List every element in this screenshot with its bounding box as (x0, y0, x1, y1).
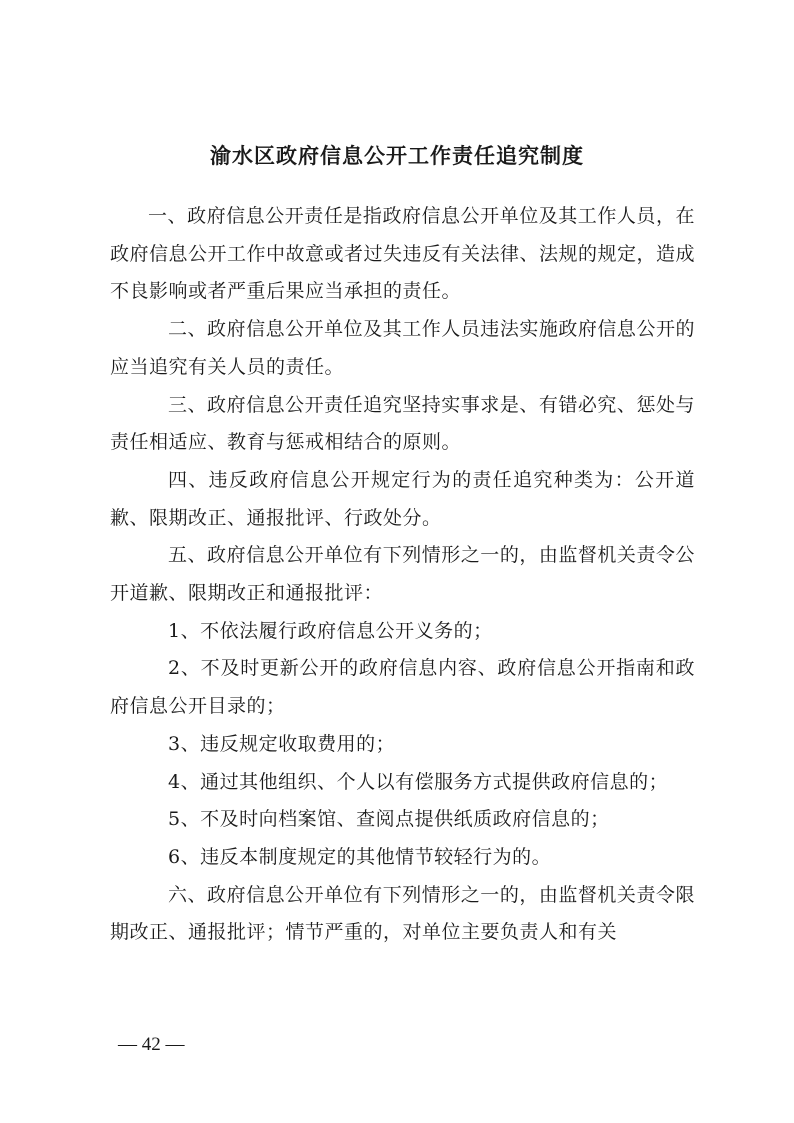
paragraph-1: 一、政府信息公开责任是指政府信息公开单位及其工作人员，在政府信息公开工作中故意或者过失违反有关法律、法规的规定，造成不良影响或者严重后果应当承担的责任。 (110, 205, 696, 303)
paragraph-4: 四、违反政府信息公开规定行为的责任追究种类为：公开道歉、限期改正、通报批评、行政处分。 (110, 468, 695, 529)
paragraph-6: 六、政府信息公开单位有下列情形之一的，由监督机关责令限期改正、通报批评；情节严重的，对单位主要负责人和有关 (110, 883, 695, 944)
list-item-5: 5、不及时向档案馆、查阅点提供纸质政府信息的； (168, 808, 610, 831)
list-item-4: 4、通过其他组织、个人以有偿服务方式提供政府信息的； (168, 770, 669, 793)
page-number: — 42 — (118, 1034, 185, 1055)
document-body (110, 198, 695, 952)
document-title: 渝水区政府信息公开工作责任追究制度 (210, 144, 584, 168)
list-item-3: 3、违反规定收取费用的； (168, 732, 396, 755)
list-item-6: 6、违反本制度规定的其他情节较轻行为的。 (168, 845, 552, 868)
list-item-1: 1、不依法履行政府信息公开义务的； (168, 619, 493, 642)
paragraph-2: 二、政府信息公开单位及其工作人员违法实施政府信息公开的应当追究有关人员的责任。 (110, 318, 695, 378)
list-item-2: 2、不及时更新公开的政府信息内容、政府信息公开指南和政府信息公开目录的； (110, 657, 695, 718)
paragraph-5: 五、政府信息公开单位有下列情形之一的，由监督机关责令公开道歉、限期改正和通报批评： (110, 544, 695, 605)
paragraph-3: 三、政府信息公开责任追究坚持实事求是、有错必究、惩处与责任相适应、教育与惩戒相结合的原则。 (110, 393, 695, 454)
